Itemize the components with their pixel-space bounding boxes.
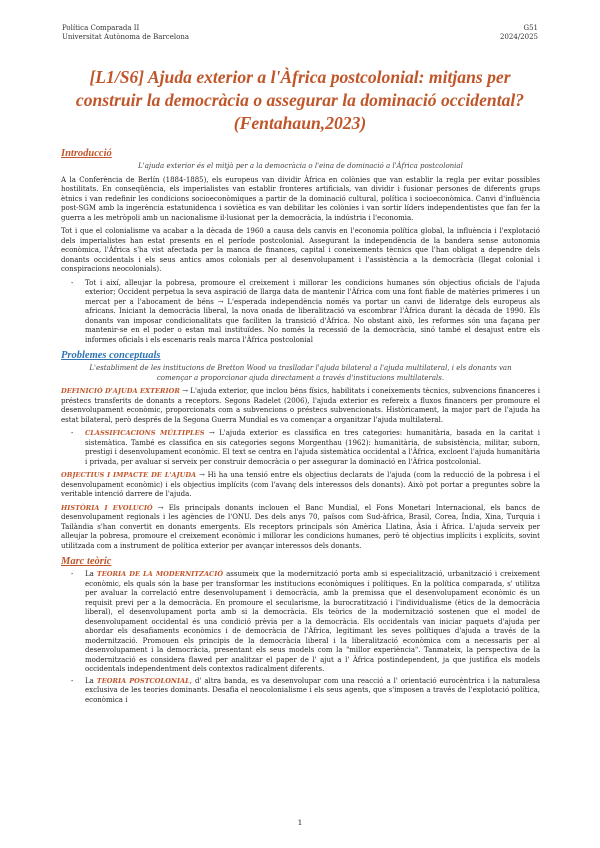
section-heading-introduccio: Introducció — [61, 148, 112, 159]
page-number: 1 — [297, 818, 303, 827]
problemes-quote: L'establiment de les institucions de Bretton Wood va traslladar l'ajuda bilateral a l'ajuda multilateral, i els donants van començar a proporcionar ajuda directament a través d'institucions multilaterals. — [89, 364, 512, 382]
document-body — [61, 147, 540, 709]
historia-text: → Els principals donants inclouen el Banc Mundial, el Fons Monetari Internacional, els bancs de desenvolupament regionals i les agències de l'ONU. Des dels anys 70, països com Sud-àfrica, Brasil, Corea, Índia, Xina, Turquia i Tailàndia s'han convertit en donants emergents. Els receptors principals són Amèrica Llatina, Àsia i Àfrica. L'ajuda serveix per alleujar la pobresa, promoure el creixement econòmic i millorar les condicions humanes, però té objectius implícits i explícits, sovint utilitzada com a instrument de política exterior per avançar interessos dels donants. — [61, 503, 540, 550]
definicio-label: DEFINICIÓ D'AJUDA EXTERIOR — [61, 387, 180, 395]
intro-paragraph-2: Tot i que el colonialisme va acabar a la dècada de 1960 a causa dels canvis en l'economia política global, la influència i l'explotació dels imperialistes han estat presents en el període postcolonial. Assegurant la independència de la bandera sense autonomia econòmica, l'Àfrica s'ha vist afectada per la manca de finances, capital i coneixements tècnics que l'han obligat a dependre dels donants occidentals i els seus antics amos colonials per al desenvolupament i l'assistència a la democràcia (llegat colonial i conspiracions neocolonials). — [61, 227, 540, 273]
postcolonial-item — [85, 677, 540, 706]
classificacions-text: → L'ajuda exterior es classifica en tres categories: humanitària, basada en la caritat i sistemàtica. També es classifica en sis categories segons Morgenthau (1962): humanitària, de subsistència, militar, suborn, prestigi i desenvolupament econòmic. El text se centra en l'ajuda sistemàtica occidental a l'Àfrica, excloent l'ajuda humanitària i privada, per avaluar si serveix per construir democràcia o per assegurar la dominació en l'Àfrica postcolonial. — [85, 429, 540, 466]
academic-year: 2024/2025 — [500, 33, 538, 41]
section-heading-problemes: Problemes conceptuals — [61, 350, 161, 361]
objectius-paragraph — [61, 471, 540, 500]
historia-paragraph — [61, 504, 540, 552]
definicio-text: → L'ajuda exterior, que inclou béns físics, habilitats i coneixements tècnics, subvencions financeres i préstecs transferits de donants a receptors. Segons Radelet (2006), l'ajuda exterior es refereix a fluxos financers per promoure el desenvolupament econòmic, proporcionats com a subvencions o préstecs subvencionats. Històricament, la major part de l'ajuda ha estat bilateral, però després de la Segona Guerra Mundial es va començar a organitzar l'ajuda multilateral. — [61, 387, 540, 424]
intro-bullet: - Tot i així, alleujar la pobresa, promoure el creixement i millorar les condicions humanes són objectius oficials de l'ajuda exterior; Occident perpetua la seva aspiració de llarga data de mantenir l'Àfrica com una font fiable de matèries primeres i un mercat per a l'abocament de béns → L'esperada independència només va portar un canvi de lideratge dels europeus als africans. Iniciant la democràcia liberal, la nova onada de liberalització va escombrar l'Àfrica durant la dècada de 1990. Els donants van imposar condicionalitats que faciliten la transició d'Àfrica. No obstant això, les reformes són una façana per mantenir-se en el poder o estan mal instituïdes. No només la recessió de la democràcia, sinó també el desajust entre els informes oficials i els escenaris reals marca l'Àfrica postcolonial — [85, 279, 540, 346]
marc-list — [61, 570, 540, 705]
modernitzacio-item — [85, 570, 540, 675]
intro-paragraph-1: A la Conferència de Berlín (1884-1885), els europeus van dividir Àfrica en colònies que van establir la regla per evitar possibles hostilitats. En conseqüència, els imperialistes van establir fronteres artificials, van dividir i fusionar persones de diferents grups ètnics i van redefinir les condicions socioeconòmiques a partir de la dominació cultural, política i socioeconòmica. Canvi d'influència post-SGM amb la ingerència estatunidenca i soviètica es van debilitar les colònies i van sortir líders independentistes que fan fer la guerra a les metròpoli amb un nacionalisme il·lusionat per la democràcia, la indústria i l'economia. — [61, 175, 540, 222]
classificacions-label: CLASSIFICACIONS MÚLTIPLES — [85, 429, 205, 437]
objectius-text: → Hi ha una tensió entre els objectius declarats de l'ajuda (com la reducció de la pobresa i el desenvolupament econòmic) i els objectius implícits (com l'avanç dels interessos dels donants). Això pot portar a preguntes sobre la veritable intenció darrere de l'ajuda. — [61, 471, 540, 498]
university-name: Universitat Autònoma de Barcelona — [62, 33, 190, 41]
document-title: [L1/S6] Ajuda exterior a l'Àfrica postcolonial: mitjans per construir la democràcia o assegurar la dominació occidental? (Fentahaun,2023) — [75, 67, 525, 133]
intro-bullet-list — [61, 279, 540, 346]
postcolonial-label: TEORIA POSTCOLONIAL — [96, 676, 190, 685]
classificacions-list — [61, 429, 540, 467]
modernitzacio-label: TEORIA DE LA MODERNITZACIÓ — [96, 570, 224, 578]
objectius-label: OBJECTIUS I IMPACTE DE L'AJUDA — [61, 471, 197, 479]
classificacions-item — [85, 429, 540, 467]
section-heading-marc-teoric: Marc teòric — [61, 556, 112, 567]
course-name: Política Comparada II — [62, 24, 140, 32]
modernitzacio-prefix: La — [85, 570, 97, 578]
definicio-paragraph — [61, 387, 540, 425]
intro-quote: L'ajuda exterior és el mitjà per a la democràcia o l'eina de dominació a l'Àfrica postcolonial — [138, 162, 463, 170]
modernitzacio-text: assumeix que la modernització porta amb si especialització, urbanització i creixement econòmic, els quals són la base per transformar les institucions econòmiques i polítiques. En la política comparada, s' utilitza per avaluar la correlació entre desenvolupament i democràcia, amb la premissa que el desenvolupament econòmic és un requisit previ per a la democràcia. En promoure el secularisme, la burocratització i l'individualisme (ètics de la democràcia liberal), el desenvolupament porta amb si la democràcia. Els teòrics de la modernització sostenen que el model de desenvolupament occidental és una condició prèvia per a la democràcia. Els occidentals van iniciar paquets d'ajuda per abordar els desafiaments econòmics i de democràcia de l'Àfrica, legitimant les seves polítiques d'ajuda a través de la modernització. Promouen els principis de la democràcia liberal i la liberalització econòmica com a necessaris per al desenvolupament i la democràcia, presentant els seus models com la "millor experiència". Tanmateix, la perspectiva de la modernització es considera flawed per analitzar el paper de l' ajut a l' Àfrica postindependent, ja que justifica els models occidentals independentment dels contextos radicalment diferents. — [85, 570, 540, 673]
group-code: G51 — [523, 24, 538, 32]
historia-label: HISTÒRIA I EVOLUCIÓ — [61, 503, 153, 512]
postcolonial-prefix: La — [85, 676, 97, 685]
postcolonial-text: , d' altra banda, es va desenvolupar com una reacció a l' orientació eurocèntrica i la naturalesa exclusiva de les teories dominants. Desafia el neocolonialisme i els seus agents, que s'imposen a través de l'explotació política, econòmica i — [85, 676, 540, 704]
